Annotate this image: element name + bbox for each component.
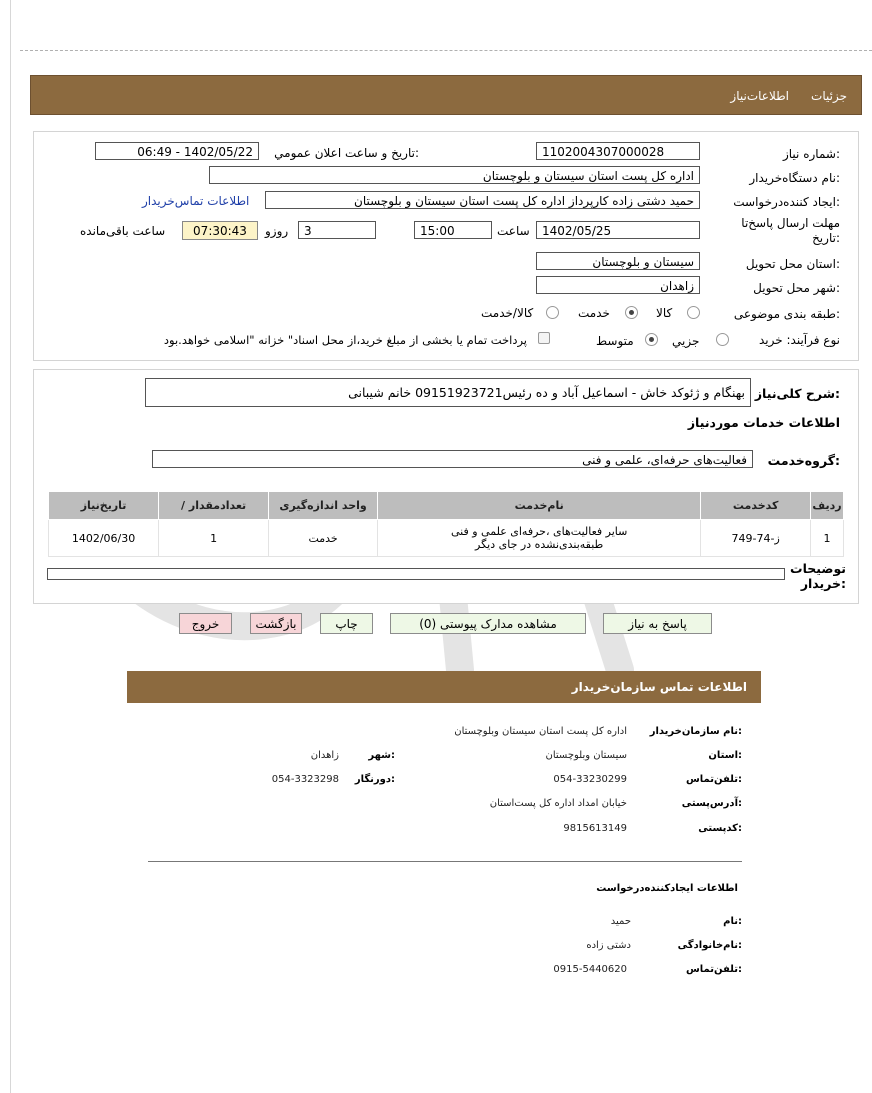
col-unit-header: واحد اندازه‌گیری	[269, 492, 378, 520]
tab-need-info[interactable]: اطلاعات‌نیاز	[730, 89, 789, 103]
buyer-org-field: اداره کل پست استان سیستان و بلوچستان	[209, 166, 700, 184]
top-dashed-separator	[20, 50, 872, 51]
col-service-name-header: نام‌خدمت	[378, 492, 701, 520]
days-field: 3	[298, 221, 376, 239]
general-description-field: بهنگام و ژئوکد خاش - اسماعیل آباد و ده رئیس09151923721 خانم شیبانی	[145, 378, 751, 407]
service-code-cell: ز-74-749	[701, 520, 811, 557]
service-group-label: گروه‌خدمت:	[767, 453, 840, 468]
remaining-time-label: ساعت باقی‌مانده	[80, 224, 166, 238]
creator-field: حمید دشتی زاده کارپرداز اداره کل پست استان سیستان و بلوچستان	[265, 191, 700, 209]
contact-fax-value: 054-3323298	[271, 774, 339, 785]
buyer-org-label: نام دستگاه‌خریدار:	[749, 171, 840, 185]
contact-province-value: سیستان وبلوچستان	[545, 750, 627, 761]
buyer-notes-label: توضیحات خریدار:	[790, 561, 846, 591]
buyer-contact-link[interactable]: اطلاعات تماس‌خریدار	[142, 194, 250, 208]
creator-label: ایجاد کننده‌درخواست:	[733, 195, 840, 209]
announce-datetime-label: تاریخ و ساعت اعلان عمومي:	[274, 146, 419, 160]
contact-city-label: شهر:	[368, 750, 395, 761]
col-row-header: ردیف	[811, 492, 844, 520]
required-services-title: اطلاعات خدمات موردنیاز	[687, 415, 840, 430]
contact-city-value: زاهدان	[310, 750, 339, 761]
creator-first-name-value: حمید	[610, 916, 631, 927]
process-medium-radio[interactable]	[645, 333, 658, 346]
category-label: طبقه بندی موضوعی:	[733, 307, 840, 321]
service-group-field: فعالیت‌های حرفه‌ای، علمی و فنی	[152, 450, 753, 468]
general-description-label: شرح کلی‌نیاز:	[754, 386, 840, 401]
category-service-radio[interactable]	[625, 306, 638, 319]
postal-address-value: خیابان امداد اداره کل پست‌استان	[489, 798, 627, 809]
category-goods-label: کالا	[656, 306, 673, 320]
process-type-label: نوع فرآیند: خرید	[759, 333, 840, 347]
contact-divider	[148, 861, 742, 862]
deadline-date-field: 1402/05/25	[536, 221, 700, 239]
process-minor-radio[interactable]	[716, 333, 729, 346]
announce-datetime-field: 1402/05/22 - 06:49	[95, 142, 259, 160]
back-button[interactable]: بازگشت	[250, 613, 302, 634]
creator-first-name-label: نام:	[723, 916, 742, 927]
need-date-cell: 1402/06/30	[49, 520, 159, 557]
col-quantity-header: تعداد‌مقدار /	[159, 492, 269, 520]
deadline-time-field: 15:00	[414, 221, 492, 239]
deadline-time-label: ساعت	[497, 224, 530, 238]
contact-province-label: استان:	[708, 750, 742, 761]
postal-code-value: 9815613149	[563, 823, 627, 834]
col-need-date-header: تاریخ‌نیاز	[49, 492, 159, 520]
creator-last-name-value: دشتی زاده	[586, 940, 631, 951]
org-name-value: اداره کل پست استان سیستان وبلوچستان	[454, 726, 627, 737]
services-table-header	[49, 492, 844, 520]
need-number-field: 1102004307000028	[536, 142, 700, 160]
province-label: استان محل تحویل:	[745, 257, 840, 271]
org-name-label: نام سازمان‌خریدار:	[649, 726, 742, 737]
page-header	[30, 75, 862, 115]
unit-cell: خدمت	[269, 520, 378, 557]
services-table	[48, 491, 844, 557]
left-border-line	[10, 0, 11, 1093]
city-label: شهر محل تحویل:	[753, 281, 840, 295]
contact-fax-label: دورنگار:	[354, 774, 395, 785]
exit-button[interactable]: خروج	[179, 613, 232, 634]
category-service-label: خدمت	[578, 306, 610, 320]
contact-phone-value: 054-33230299	[553, 774, 627, 785]
service-name-cell: سایر فعالیت‌های ،حرفه‌ای علمی و فنی طبقه‌بندی‌نشده در جای دیگر	[378, 520, 701, 557]
category-goods-service-radio[interactable]	[546, 306, 559, 319]
buyer-contact-header	[127, 671, 761, 703]
view-attachments-button[interactable]: مشاهده مدارک پیوستی (0)	[390, 613, 586, 634]
contact-phone-label: تلفن‌تماس:	[685, 774, 742, 785]
quantity-cell: 1	[159, 520, 269, 557]
city-field: زاهدان	[536, 276, 700, 294]
table-row	[49, 520, 844, 557]
postal-code-label: کد‌پستی:	[698, 823, 742, 834]
postal-address-label: آدرس‌پستی:	[681, 798, 742, 809]
category-goods-radio[interactable]	[687, 306, 700, 319]
creator-phone-value: 0915-5440620	[553, 964, 627, 975]
buyer-contact-title: اطلاعات تماس سازمان‌خریدار	[571, 680, 747, 694]
col-service-code-header: کدخدمت	[701, 492, 811, 520]
print-button[interactable]: چاپ	[320, 613, 373, 634]
remaining-time-field: 07:30:43	[182, 221, 258, 240]
creator-info-title: اطلاعات ایجادکننده‌درخواست	[596, 883, 738, 894]
buyer-notes-field	[47, 568, 785, 580]
row-number-cell: 1	[811, 520, 844, 557]
treasury-payment-checkbox[interactable]	[538, 332, 550, 344]
process-medium-label: متوسط	[596, 334, 634, 348]
tab-details[interactable]: جزئیات	[811, 89, 847, 103]
province-field: سیستان و بلوچستان	[536, 252, 700, 270]
category-goods-service-label: کالا/خدمت	[481, 306, 534, 320]
need-number-label: شماره نیاز:	[782, 147, 840, 161]
days-label: روزو	[265, 224, 289, 238]
creator-phone-label: تلفن‌تماس:	[685, 964, 742, 975]
deadline-label: مهلت ارسال پاسخ‌تا تاریخ:	[741, 216, 840, 245]
treasury-payment-note: پرداخت تمام یا بخشی از مبلغ خرید،از محل اسناد" خزانه "اسلامی خواهد.بود	[163, 333, 527, 347]
respond-button[interactable]: پاسخ به نیاز	[603, 613, 712, 634]
creator-last-name-label: نام‌خانوادگی:	[677, 940, 742, 951]
process-minor-label: جزیي	[672, 334, 700, 348]
